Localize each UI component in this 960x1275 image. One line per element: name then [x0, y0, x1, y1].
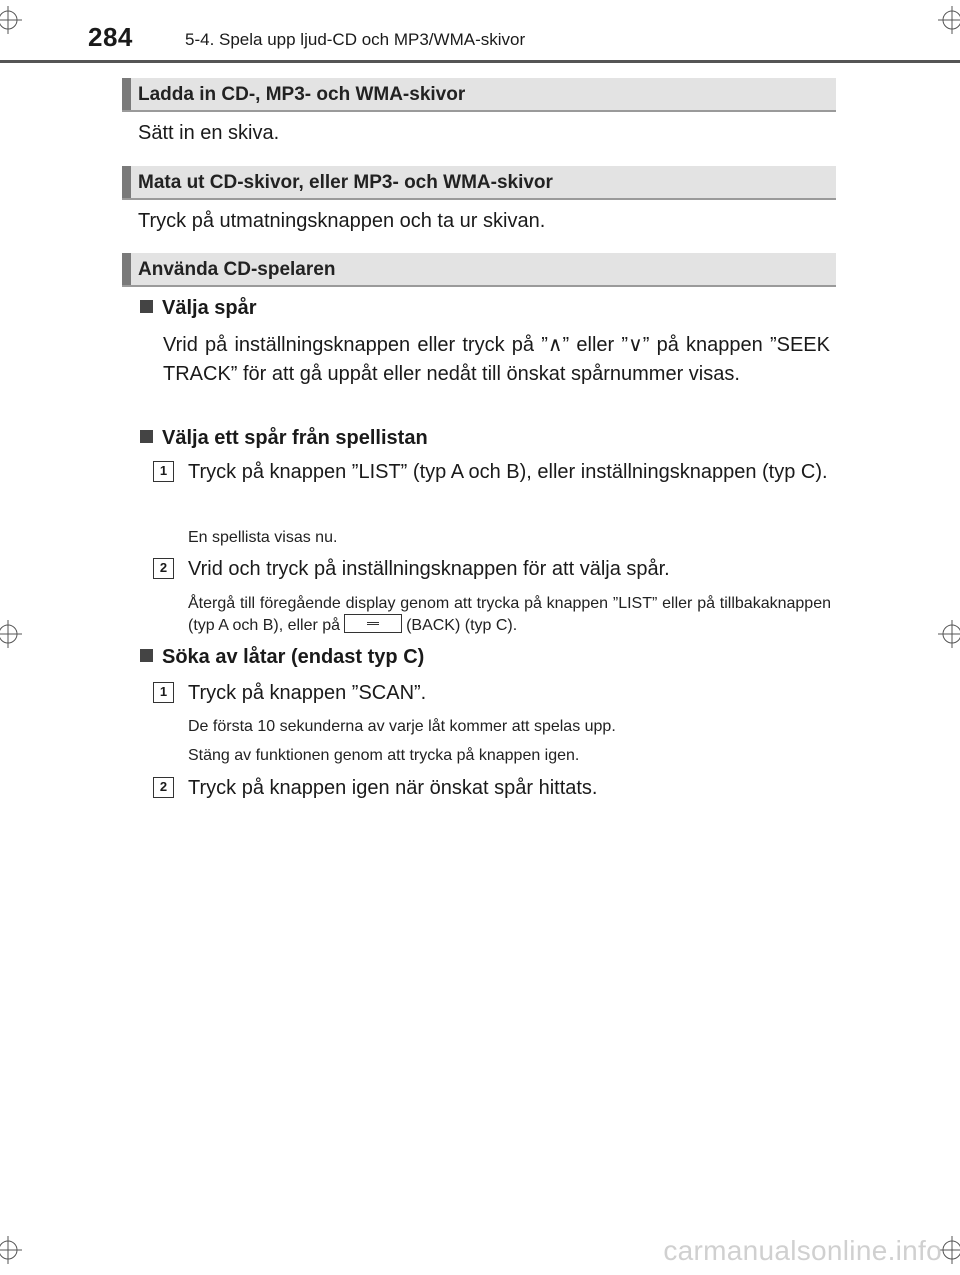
- section-header-eject: [122, 166, 836, 200]
- select-track-text: Vrid på inställningsknappen eller tryck på ”∧” eller ”∨” på knappen ”SEEK TRACK” för att gå uppåt eller nedåt till önskat spårnummer visas.: [163, 334, 830, 385]
- step-text: Tryck på knappen ”LIST” (typ A och B), eller inställningsknappen (typ C).: [188, 461, 828, 483]
- crop-mark-icon: [0, 1236, 22, 1264]
- step-number: 1: [153, 461, 174, 482]
- subheading-text: Välja spår: [162, 297, 257, 319]
- step-number: 1: [153, 682, 174, 703]
- back-button-icon: [344, 614, 402, 633]
- square-bullet-icon: [140, 430, 153, 443]
- section-accent: [122, 78, 131, 110]
- step-text: Tryck på knappen ”SCAN”.: [188, 682, 427, 704]
- note-text: Återgå till föregående display genom att trycka på knappen ”LIST” eller på tillbakaknappen (typ A och B), eller på: [188, 595, 831, 634]
- section-header-load: [122, 78, 836, 112]
- section-header-use-player: [122, 253, 836, 287]
- section-accent: [122, 166, 131, 198]
- crop-mark-icon: [938, 6, 960, 34]
- step-note: De första 10 sekunderna av varje låt kommer att spelas upp.: [188, 718, 616, 735]
- subheading-scan: [140, 646, 424, 669]
- step-number: 2: [153, 777, 174, 798]
- square-bullet-icon: [140, 649, 153, 662]
- page-number: 284: [88, 22, 133, 52]
- step-note: [188, 593, 831, 636]
- subheading-playlist: [140, 427, 428, 450]
- step-note: Stäng av funktionen genom att trycka på knappen igen.: [188, 747, 580, 764]
- square-bullet-icon: [140, 300, 153, 313]
- crop-mark-icon: [0, 6, 22, 34]
- crop-mark-icon: [0, 620, 22, 648]
- watermark: carmanualsonline.info: [663, 1235, 942, 1266]
- chapter-title: 5-4. Spela upp ljud-CD och MP3/WMA-skivor: [185, 30, 526, 49]
- section-body-eject: Tryck på utmatningsknappen och ta ur skivan.: [138, 210, 546, 232]
- section-accent: [122, 253, 131, 285]
- crop-mark-icon: [938, 620, 960, 648]
- subheading-text: Söka av låtar (endast typ C): [162, 646, 425, 668]
- section-body-load: Sätt in en skiva.: [138, 122, 280, 144]
- step-text: Tryck på knappen igen när önskat spår hittats.: [188, 777, 598, 799]
- note-text: (BACK) (typ C).: [406, 617, 518, 634]
- step-number: 2: [153, 558, 174, 579]
- subheading-select-track: [140, 297, 257, 320]
- subheading-text: Välja ett spår från spellistan: [162, 427, 428, 449]
- section-title: Ladda in CD-, MP3- och WMA-skivor: [138, 84, 466, 105]
- step-text: Vrid och tryck på inställningsknappen för att välja spår.: [188, 558, 670, 580]
- header-divider: [0, 60, 960, 63]
- section-title: Använda CD-spelaren: [138, 259, 336, 280]
- section-title: Mata ut CD-skivor, eller MP3- och WMA-skivor: [138, 172, 553, 193]
- step-note: En spellista visas nu.: [188, 529, 338, 546]
